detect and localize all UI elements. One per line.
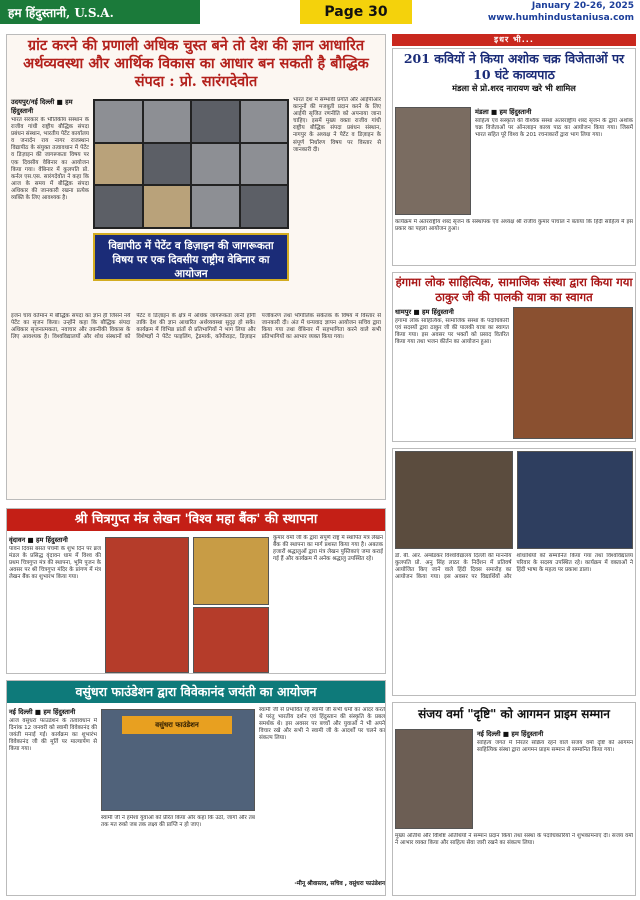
article-sanjay xyxy=(392,702,636,896)
article-ceremony xyxy=(392,448,636,696)
article-text: कुमार वर्मा जी के द्वारा संपूर्ण राष्ट्र में स्थापित मंत्र लेखन बैंक की स्थापना का मार्ग प्रशस्त किया गया है। अबतक हजारों श्रद्धालुओं द्वारा मंत्र लेखन पुस्तिकाएं जमा कराई गई हैं और कार्यक्रम में अनेक श्रद्धालु उपस्थित रहे। xyxy=(273,535,383,563)
article-column xyxy=(101,815,255,893)
foundation-event-photo xyxy=(101,709,255,811)
article-headline: हंगामा लोक साहित्यिक, सामाजिक संस्था द्वारा किया गया ठाकुर जी की पालकी यात्रा का स्वागत xyxy=(395,275,633,304)
article-byline: नई दिल्ली ■ हम हिंदुस्तानी xyxy=(9,708,76,716)
webinar-screenshot-photo xyxy=(93,99,289,229)
article-text: स्वामी जी ने हमेशा युवाओं को प्रेरित किया और कहा कि उठो, जागो और तब तक मत रुको जब तक लक्ष्य की प्राप्ति न हो जाए। xyxy=(101,815,255,829)
article-column xyxy=(477,729,633,829)
article-column xyxy=(395,307,509,441)
article-column xyxy=(11,97,89,309)
article-column xyxy=(9,535,101,673)
masthead-brand: हम हिंदुस्तानी, U.S.A. xyxy=(0,0,200,24)
article-headline: ग्रांट करने की प्रणाली अधिक चुस्त बने तो देश की ज्ञान आधारित अर्थव्यवस्था और आर्थिक विकास का आधार बन सकती है बौद्धिक संपदा : प्रो. सारंगदेवोत xyxy=(23,37,369,90)
article-column-block xyxy=(395,553,633,695)
article-byline: मंडला ■ हम हिंदुस्तानी xyxy=(475,108,532,116)
article-column xyxy=(395,833,633,895)
issue-date: January 20-26, 2025 xyxy=(531,1,634,11)
photo-banner-text: वसुंधरा फाउंडेशन xyxy=(122,716,232,734)
article-column xyxy=(273,535,383,673)
header-meta xyxy=(488,0,640,30)
article-column xyxy=(395,219,633,265)
article-column-block xyxy=(11,313,381,495)
page-number: Page 30 xyxy=(300,0,412,24)
article-text: डॉ. बी. आर. अम्बेडकर विश्वविद्यालय दिल्ली की माननीय कुलपति प्रो. अनु सिंह लाठर के निर्देशन में प्रतिवर्ष आयोजित किए जाने वाले हिंदी दिवस समारोह का आयोजन किया गया। इस अवसर पर विद्यार्थियों और शोधार्थियों को सम्मानित किया गया तथा विश्वविद्यालय परिवार के सदस्य उपस्थित रहे। कार्यक्रम में वक्ताओं ने हिंदी भाषा के महत्व पर प्रकाश डाला। xyxy=(395,553,633,581)
article-text: भारत सरकार के भौतिकीय संस्थान के राजीव गांधी राष्ट्रीय बौद्धिक संपदा प्रबंधन संस्थान, भारतीय पेटेंट कार्यालय व जनार्दन राय नागर राजस्थान विद्यापीठ के संयुक्त तत्वावधान में पेटेंट व डिज़ाइन की जागरूकता विषय पर एक दिवसीय वेबिनार का आयोजन किया गया। वेबिनार में कुलपति प्रो. कर्नल एस.एस. सारंगदेवोत ने कहा कि आज के समय में बौद्धिक संपदा अधिकार की जानकारी रखना प्रत्येक व्यक्ति के लिए आवश्यक है। xyxy=(11,117,89,202)
article-banner: विद्यापीठ में पेटेंट व डिज़ाइन की जागरूकता विषय पर एक दिवसीय राष्ट्रीय वेबिनार का आयोजन xyxy=(93,233,289,281)
article-headline: संजय वर्मा "दृष्टि" को आगमन प्राइम सम्मान xyxy=(418,707,610,721)
article-text: भारत देश में सम्भावी प्रगति और आईपीआर कानूनों की मजबूती प्रदान करने के लिए आईपी सृजित रणनीति को अपनाया जाना चाहिए। इसमें मुख्य वक्ता राजीव गांधी राष्ट्रीय बौद्धिक संपदा प्रबंधन संस्थान, नागपुर के अध्यक्ष ने पेटेंट व डिज़ाइन के संपूर्ण निर्धारण विषय पर विस्तार से जानकारी दी। xyxy=(293,97,381,153)
temple-event-photo xyxy=(193,607,269,673)
article-body xyxy=(11,97,381,497)
article-subhead: मंडला से प्रो.शरद नारायण खरे भी शामिल xyxy=(452,83,576,93)
article-text: साहित्य जगत में निरंतर सक्रिय रहने वाले संजय वर्मा दृष्टि को आगमन साहित्यिक संस्था द्वारा आगमन प्राइम सम्मान से सम्मानित किया गया। xyxy=(477,740,633,754)
article-text: आज वसुंधरा फाउंडेशन के तत्वावधान में दिनांक 12 जनवरी को स्वामी विवेकानंद की जयंती मनाई गई। कार्यक्रम का शुभारंभ विवेकानंद जी की मूर्ति पर माल्यार्पण से किया गया। xyxy=(9,718,97,753)
article-column xyxy=(259,707,385,895)
page-header xyxy=(0,0,640,30)
ceremony-photo xyxy=(395,451,513,549)
article-column xyxy=(9,707,97,895)
article-vasundhara xyxy=(6,680,386,896)
article-text: मुख्य अतिथि और विशिष्ट अतिथियों ने सम्मान प्रदान किया तथा संस्था के पदाधिकारियों ने शुभकामनाएं दीं। संजय वर्मा ने आभार व्यक्त किया और साहित्य सेवा जारी रखने का संकल्प लिया। xyxy=(395,833,633,847)
portrait-photo xyxy=(395,729,473,829)
article-column xyxy=(475,107,633,215)
section-label: इधर भी... xyxy=(392,34,636,46)
article-headline: 201 कवियों ने किया अशोक चक्र विजेताओं पर 10 घंटे काव्यपाठ xyxy=(403,51,625,82)
article-patent xyxy=(6,34,386,500)
article-hangama xyxy=(392,272,636,442)
article-byline: वृंदावन ■ हम हिंदुस्तानी xyxy=(9,536,68,544)
article-column xyxy=(293,97,381,309)
article-mantra-bank xyxy=(6,508,386,674)
sidebar-column xyxy=(392,34,636,896)
temple-event-photo xyxy=(105,537,189,673)
article-byline: नई दिल्ली ■ हम हिंदुस्तानी xyxy=(477,730,544,738)
article-text: पावन दिवस बसंत पंचमी के शुभ दिन पर ब्रज मंडल के प्रसिद्ध वृंदावन धाम में विश्व की प्रथम चित्रगुप्त मंत्र की स्थापना, भूमि पूजन के अवसर पर श्री चित्रगुप्त मंदिर के प्रांगण में मंत्र लेखन बैंक का शुभारंभ किया गया। xyxy=(9,546,101,581)
article-byline: उदयपुर/नई दिल्ली ■ हम हिंदुस्तानी xyxy=(11,98,73,115)
article-text: कार्यक्रम में अंतरराष्ट्रीय शब्द सृजन के संस्थापक एवं अध्यक्ष श्री राजीव कुमार पांचाल ने बताया कि हिंदी साहित्य में इस प्रकार का पहला आयोजन हुआ। xyxy=(395,219,633,233)
article-signature: -मीनू श्रीवास्तव, सचिव , वसुंधरा फाउंडेशन xyxy=(294,881,385,887)
article-headline: वसुंधरा फाउंडेशन द्वारा विवेकानंद जयंती का आयोजन xyxy=(7,681,385,703)
website-link[interactable]: www.humhindustaniusa.com xyxy=(487,13,634,23)
portrait-photo xyxy=(395,107,471,215)
article-headline: श्री चित्रगुप्त मंत्र लेखन 'विश्व महा बैंक' की स्थापना xyxy=(7,509,385,531)
article-text: इंजन चाय वर्तमान में बौद्धिक संपदा का ज्ञान ही जिसने नये पेटेंट का सृजन किया। उन्होंने कहा कि बौद्धिक संपदा अधिकार सृजनात्मकता, नवाचार और तकनीकी विकास के लिए आवश्यक है। विश्वविद्यालयों और शोध संस्थानों को पेटेंट व डिज़ाइन के क्षेत्र में अधिक जागरूकता लानी होगी ताकि देश की ज्ञान आधारित अर्थव्यवस्था सुदृढ़ हो सके। कार्यक्रम में विभिन्न प्रांतों से प्रतिभागियों ने भाग लिया और विशेषज्ञों ने पेटेंट फाइलिंग, ट्रेडमार्क, कॉपीराइट, डिज़ाइन पंजीकरण तथा भौगोलिक संकेतक के विषय में विस्तार से जानकारी दी। अंत में धन्यवाद ज्ञापन आयोजन सचिव द्वारा किया गया तथा वेबिनार में सहभागिता करने वाले सभी प्रतिभागियों का आभार व्यक्त किया गया। xyxy=(11,313,381,341)
procession-photo xyxy=(513,307,633,439)
article-poets xyxy=(392,48,636,266)
article-text: साहित्य एवं संस्कृति की वैश्विक संस्था अंतरराष्ट्रीय शब्द सृजन के द्वारा अशोक चक्र विजेताओं पर ऑनलाइन काव्य पाठ का आयोजन किया गया। जिसमें भारत सहित पूरे विश्व के 201 रचनाकारों द्वारा भाग लिया गया। xyxy=(475,118,633,139)
article-text: हंगामा लोक साहित्यिक, सामाजिक संस्था के पदाधिकारी एवं सदस्यों द्वारा ठाकुर जी की पालकी यात्रा का स्वागत किया गया। इस अवसर पर भक्तों को प्रसाद वितरित किया गया तथा भजन कीर्तन का आयोजन हुआ। xyxy=(395,318,509,346)
article-byline: धामपुर ■ हम हिंदुस्तानी xyxy=(395,308,454,316)
temple-event-photo xyxy=(193,537,269,605)
article-text: स्वामी जी से प्रभावित रहे स्वामी जी सभी धर्मों का आदर करते थे परंतु भारतीय दर्शन एवं हिंदुस्तान की संस्कृति के प्रबल समर्थक थे। इस अवसर पर बच्चों और युवाओं ने भी अपने विचार रखे और सभी ने स्वामी जी के आदर्शों पर चलने का संकल्प लिया। xyxy=(259,707,385,742)
ceremony-photo xyxy=(517,451,633,549)
